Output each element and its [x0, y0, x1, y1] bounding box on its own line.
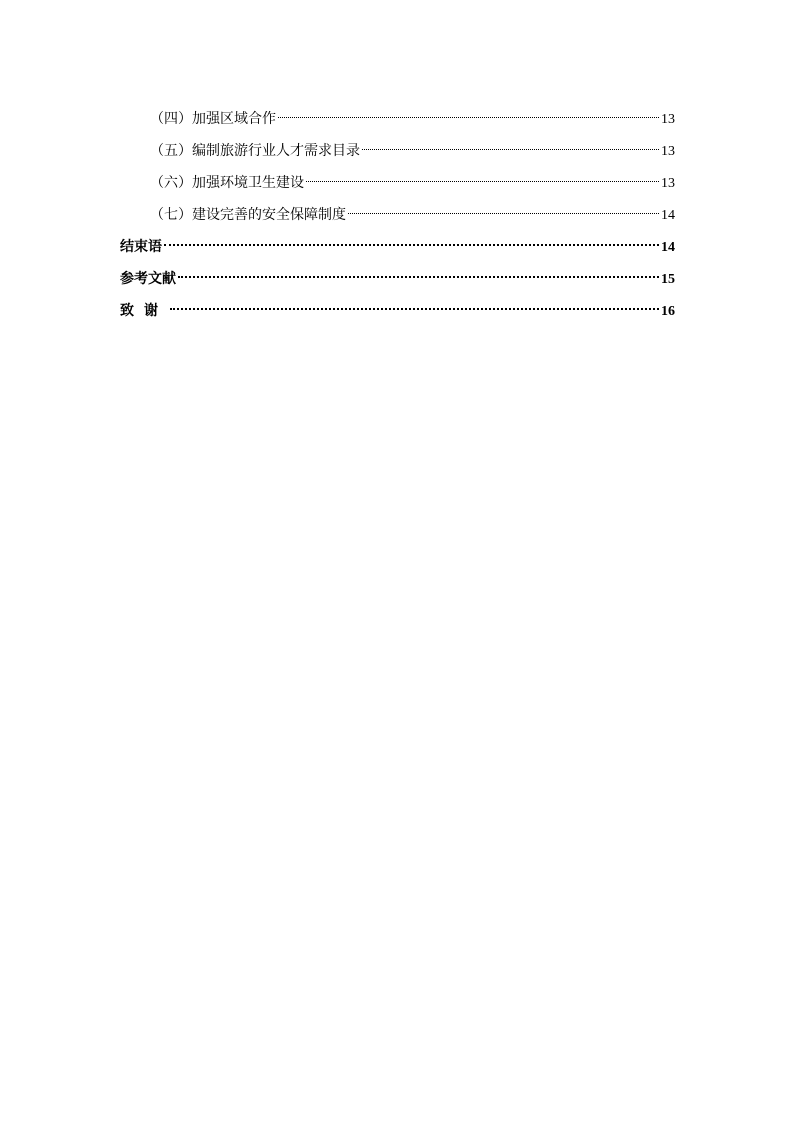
- toc-entry-page: 15: [661, 272, 675, 287]
- toc-entry-title: （七）建设完善的安全保障制度: [150, 207, 346, 223]
- toc-entry-title: 参考文献: [120, 271, 176, 287]
- toc-leader-dots: [170, 293, 659, 315]
- toc-entry-title: （六）加强环境卫生建设: [150, 175, 304, 191]
- toc-entry-page: 14: [661, 208, 675, 223]
- toc-chapter-entry[interactable]: [120, 293, 675, 325]
- toc-entry-page: 16: [661, 304, 675, 319]
- toc-entry[interactable]: [120, 101, 675, 133]
- toc-entry-title: （五）编制旅游行业人才需求目录: [150, 143, 360, 159]
- toc-leader-dots: [278, 101, 659, 123]
- toc-entry-title: （四）加强区域合作: [150, 111, 276, 127]
- toc-leader-dots: [348, 197, 659, 219]
- toc-entry[interactable]: [120, 133, 675, 165]
- toc-entry-page: 14: [661, 240, 675, 255]
- toc-leader-dots: [362, 133, 659, 155]
- toc-leader-dots: [306, 165, 659, 187]
- toc-entry-page: 13: [661, 176, 675, 191]
- toc-entry-page: 13: [661, 112, 675, 127]
- toc-leader-dots: [178, 261, 659, 283]
- toc-entry[interactable]: [120, 165, 675, 197]
- toc-entry-title: 结束语: [120, 239, 162, 255]
- toc-leader-dots: [164, 229, 659, 251]
- toc-entry-page: 13: [661, 144, 675, 159]
- toc-entry-title: 致谢: [120, 303, 168, 319]
- toc-chapter-entry[interactable]: [120, 261, 675, 293]
- table-of-contents: [120, 101, 675, 325]
- toc-chapter-entry[interactable]: [120, 229, 675, 261]
- toc-entry[interactable]: [120, 197, 675, 229]
